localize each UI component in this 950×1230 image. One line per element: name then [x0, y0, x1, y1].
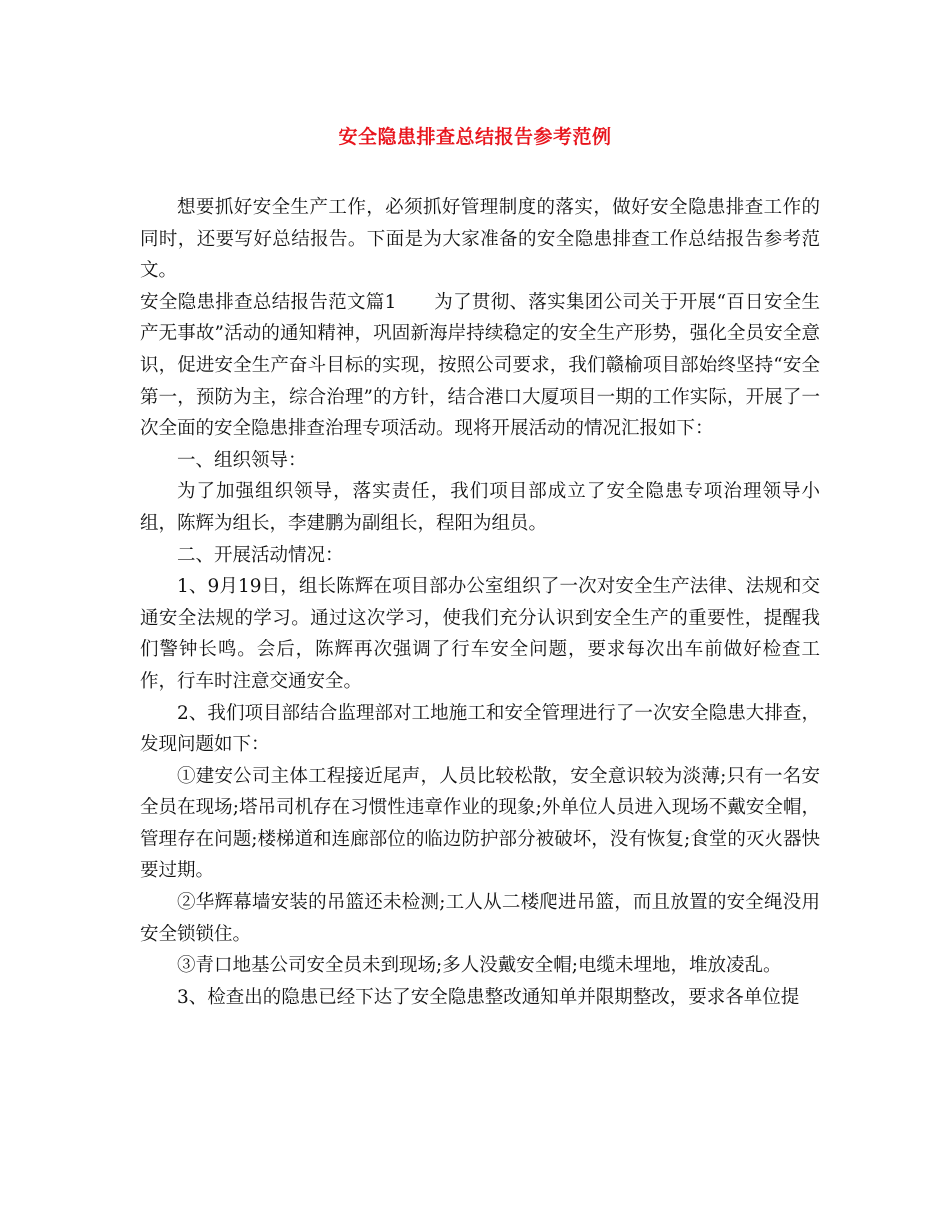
document-body [140, 192, 820, 1013]
section-heading: 一、组织领导： [177, 449, 307, 471]
paragraph: 2、我们项目部结合监理部对工地施工和安全管理进行了一次安全隐患大排查，发现问题如下： [140, 702, 820, 756]
document-title: 安全隐患排查总结报告参考范例 [338, 126, 612, 148]
section-heading: 二、开展活动情况： [177, 544, 344, 566]
paragraph: 为了加强组织领导，落实责任，我们项目部成立了安全隐患专项治理领导小组，陈辉为组长，李建鹏为副组长，程阳为组员。 [140, 481, 820, 534]
list-item: ③青口地基公司安全员未到现场;多人没戴安全帽;电缆未埋地，堆放凌乱。 [177, 955, 782, 977]
paragraph: 1、9月19日，组长陈辉在项目部办公室组织了一次对安全生产法律、法规和交通安全法规的学习。通过这次学习，使我们充分认识到安全生产的重要性，提醒我们警钟长鸣。会后，陈辉再次强调了行车安全问题，要求每次出车前做好检查工作，行车时注意交通安全。 [140, 576, 820, 692]
paragraph: 3、检查出的隐患已经下达了安全隐患整改通知单并限期整改，要求各单位提 [177, 986, 800, 1008]
list-item: ②华辉幕墙安装的吊篮还未检测;工人从二楼爬进吊篮，而且放置的安全绳没用安全锁锁住。 [140, 892, 820, 945]
paragraph: 安全隐患排查总结报告范文篇1 为了贯彻、落实集团公司关于开展“百日安全生产无事故”活动的通知精神，巩固新海岸持续稳定的安全生产形势，强化全员安全意识，促进安全生产奋斗目标的实现，按照公司要求，我们赣榆项目部始终坚持“安全第一，预防为主，综合治理”的方针，结合港口大厦项目一期的工作实际，开展了一次全面的安全隐患排查治理专项活动。现将开展活动的情况汇报如下： [140, 291, 820, 440]
list-item: ①建安公司主体工程接近尾声，人员比较松散，安全意识较为淡薄;只有一名安全员在现场;塔吊司机存在习惯性违章作业的现象;外单位人员进入现场不戴安全帽，管理存在问题;楼梯道和连廊部位的临边防护部分被破坏，没有恢复;食堂的灭火器快要过期。 [140, 765, 820, 882]
paragraph: 想要抓好安全生产工作，必须抓好管理制度的落实，做好安全隐患排查工作的同时，还要写好总结报告。下面是为大家准备的安全隐患排查工作总结报告参考范文。 [140, 197, 820, 282]
